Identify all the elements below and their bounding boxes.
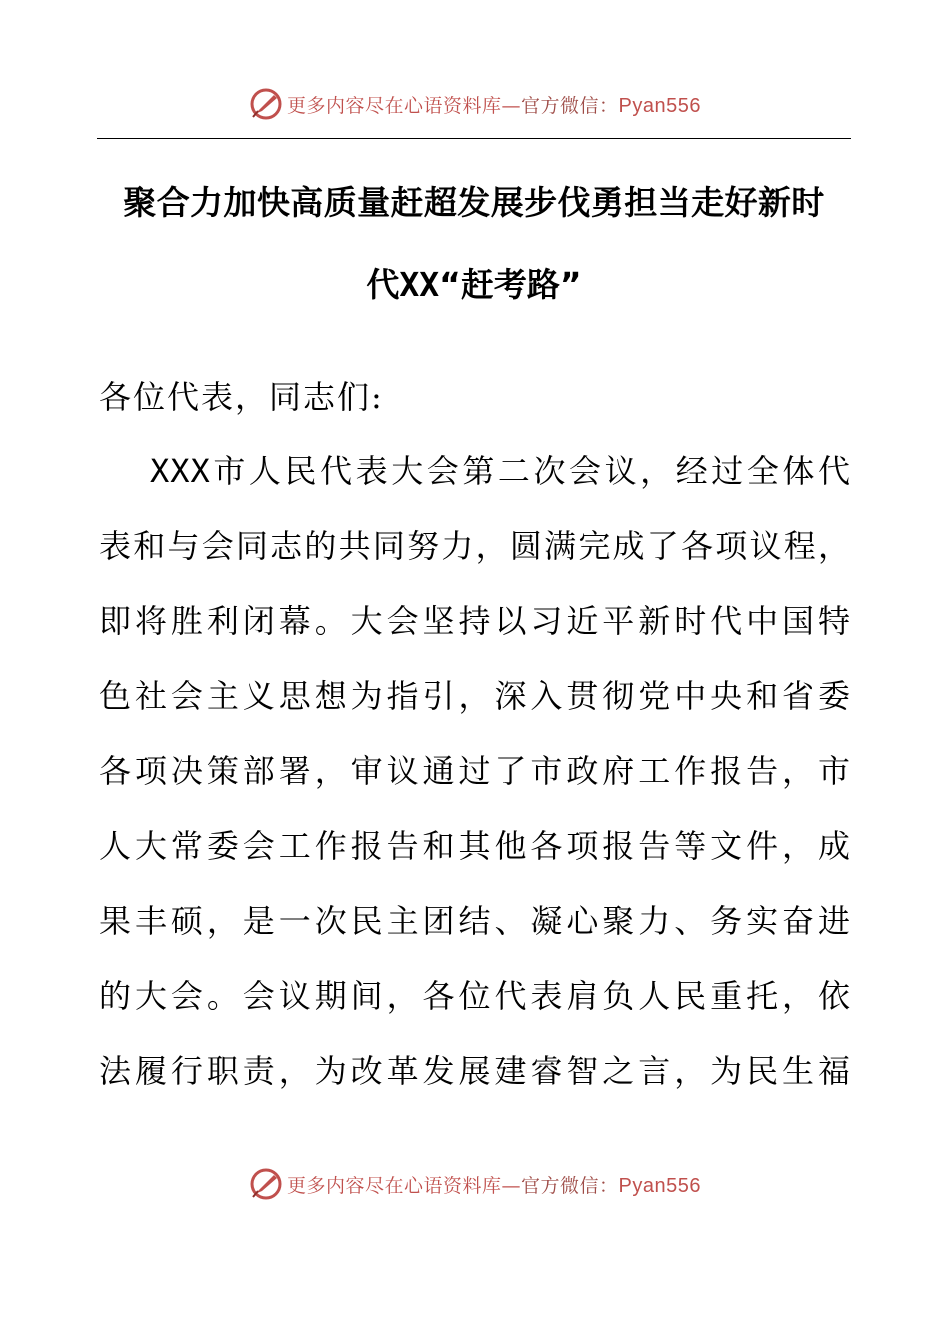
body-line-3: 即将胜利闭幕。大会坚持以习近平新时代中国特 (99, 602, 851, 640)
title-line-2-latin: XX (399, 265, 440, 304)
quill-logo-icon (249, 1167, 283, 1201)
header-banner (0, 84, 950, 124)
body-line-9: 法履行职责，为改革发展建睿智之言，为民生福 (99, 1052, 851, 1090)
banner-main-text: 更多内容尽在心语资料库— (287, 94, 522, 117)
body-line-1 (150, 446, 851, 492)
banner-wechat-label: 官方微信： (521, 94, 619, 117)
body-line-1-latin: XXX (150, 452, 211, 490)
title-line-2-prefix: 代 (366, 265, 400, 304)
body-line-5: 各项决策部署，审议通过了市政府工作报告，市 (99, 752, 851, 790)
footer-main-text: 更多内容尽在心语资料库— (287, 1174, 522, 1197)
body-line-6: 人大常委会工作报告和其他各项报告等文件，成 (99, 827, 851, 865)
body-line-8: 的大会。会议期间，各位代表肩负人民重托，依 (99, 977, 851, 1015)
body-line-7: 果丰硕，是一次民主团结、凝心聚力、务实奋进 (99, 902, 851, 940)
quill-logo-icon (249, 87, 283, 121)
title-line-2-suffix: “赶考路” (439, 265, 582, 304)
document-title-line-2 (97, 259, 851, 306)
body-line-4: 色社会主义思想为指引，深入贯彻党中央和省委 (99, 677, 851, 715)
salutation: 各位代表，同志们: (99, 378, 384, 416)
footer-wechat-label: 官方微信： (521, 1174, 619, 1197)
footer-wechat-id: Pyan556 (618, 1174, 701, 1197)
banner-wechat-id: Pyan556 (618, 94, 701, 117)
header-divider (97, 138, 851, 139)
body-line-1-text: 市人民代表大会第二次会议，经过全体代 (210, 452, 851, 490)
body-line-2: 表和与会同志的共同努力，圆满完成了各项议程， (99, 527, 851, 565)
document-title-line-1: 聚合力加快高质量赶超发展步伐勇担当走好新时 (123, 183, 825, 222)
footer-banner (0, 1164, 950, 1204)
